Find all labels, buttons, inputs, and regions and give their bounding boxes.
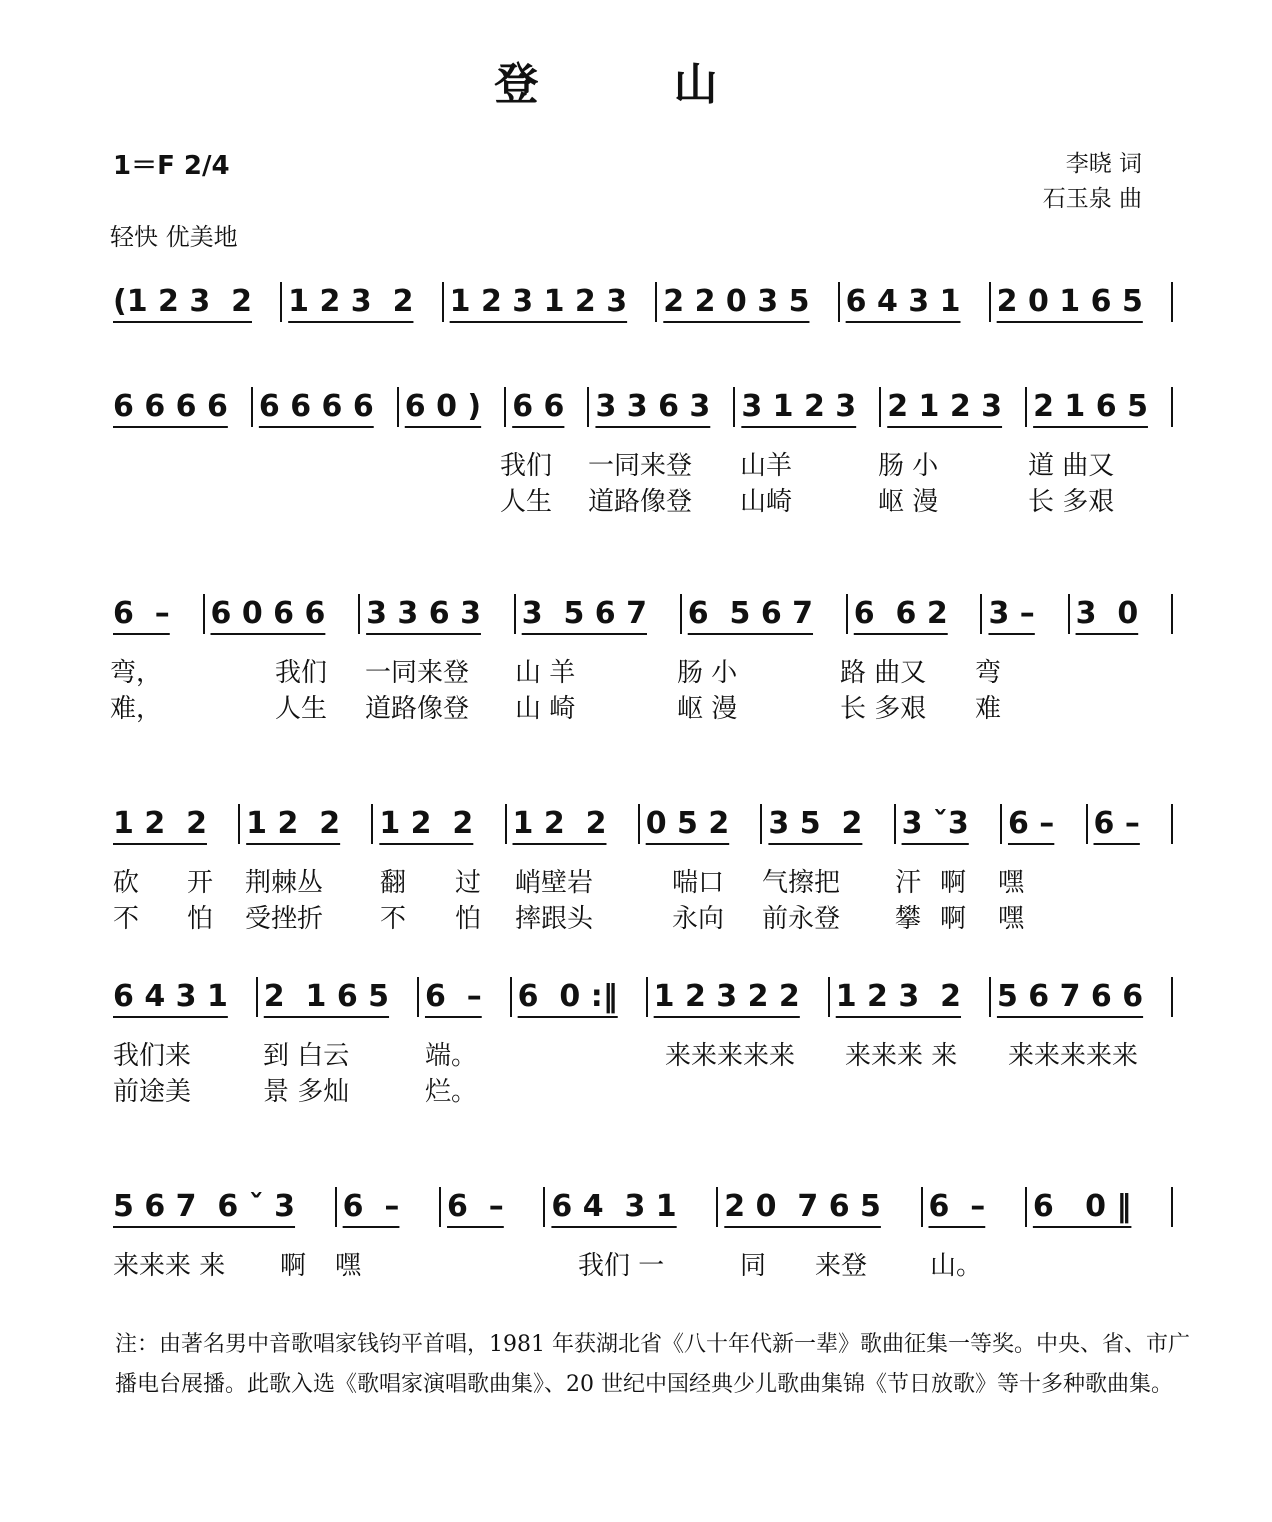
measure: 1 2 3 1 2 3 — [444, 282, 658, 322]
measure: 6 – — [113, 594, 205, 634]
lyric-verse-2: 岖 漫 — [677, 694, 738, 724]
score-line — [113, 1185, 1173, 1229]
lyric-verse-1: 我们来 — [113, 1041, 192, 1071]
lyric-verse-2: 人生 — [500, 487, 553, 517]
measure: 1 2 3 2 2 — [648, 977, 830, 1017]
lyric-verse-1: 一同来登 — [365, 658, 470, 688]
measure: 0 5 2 — [640, 804, 763, 844]
lyric-verse-2: 山 崎 — [515, 694, 576, 724]
lyric-verse-2: 前途美 — [113, 1077, 192, 1107]
lyric-verse-1: 气擦把 — [762, 868, 841, 898]
measure: 1 2 2 — [113, 804, 240, 844]
score-line — [113, 280, 1173, 324]
measure: 6 4 3 1 — [113, 977, 258, 1017]
score-line — [113, 592, 1173, 636]
lyric-verse-2: 人生 — [275, 694, 328, 724]
measure: 1 2 2 — [373, 804, 506, 844]
lyric-verse-2: 摔跟头 — [515, 904, 594, 934]
measure: 3 – — [982, 594, 1069, 634]
lyric-verse-1: 肠 小 — [878, 451, 939, 481]
measure: 6 – — [419, 977, 512, 1017]
measure: 2 2 0 3 5 — [657, 282, 839, 322]
measure: (1 2 3 2 — [113, 282, 282, 322]
lyric-verse-1: 我们 一 — [578, 1251, 665, 1281]
measure: 6 6 2 — [848, 594, 983, 634]
lyric-verse-2: 啊 — [940, 904, 967, 934]
lyric-verse-1: 啊 — [280, 1251, 307, 1281]
lyric-verse-1: 峭壁岩 — [515, 868, 594, 898]
lyric-verse-1: 嘿 — [998, 868, 1025, 898]
lyric-verse-1: 弯 — [975, 658, 1002, 688]
measure: 3 ˇ3 — [896, 804, 1002, 844]
measure: 6 0 6 6 — [205, 594, 361, 634]
lyric-verse-1: 我们 — [500, 451, 553, 481]
measure: 6 4 3 1 — [840, 282, 991, 322]
lyric-verse-1: 翻 — [380, 868, 407, 898]
lyric-verse-1: 汗 — [895, 868, 922, 898]
lyric-verse-2: 岖 漫 — [878, 487, 939, 517]
lyric-verse-1: 山 羊 — [515, 658, 576, 688]
lyric-verse-1: 山羊 — [740, 451, 793, 481]
lyric-verse-1: 开 — [187, 868, 214, 898]
lyric-verse-1: 过 — [455, 868, 482, 898]
measure: 6 4 3 1 — [545, 1187, 718, 1227]
lyric-verse-1: 道 曲又 — [1028, 451, 1115, 481]
score-line — [113, 385, 1173, 429]
measure: 6 – — [1002, 804, 1088, 844]
measure: 2 1 2 3 — [881, 387, 1027, 427]
measure: 6 0 ‖ — [1027, 1187, 1173, 1227]
measure: 6 – — [337, 1187, 441, 1227]
measure: 6 – — [441, 1187, 545, 1227]
lyric-verse-2: 道路像登 — [588, 487, 693, 517]
lyric-verse-2: 嘿 — [998, 904, 1025, 934]
lyric-verse-2: 攀 — [895, 904, 922, 934]
song-title: 登 山 — [494, 59, 778, 110]
lyric-verse-2: 道路像登 — [365, 694, 470, 724]
lyric-verse-1: 来来来来来 — [1008, 1041, 1139, 1071]
measure: 5 6 7 6 ˇ 3 — [113, 1187, 337, 1227]
lyric-verse-2: 长 多艰 — [840, 694, 927, 724]
measure: 1 2 2 — [240, 804, 373, 844]
tempo-marking: 轻快 优美地 — [110, 223, 238, 251]
lyricist-credit: 李晓 词 — [1065, 151, 1142, 177]
measure: 6 6 6 6 — [113, 387, 253, 427]
lyric-verse-1: 来来来来来 — [665, 1041, 796, 1071]
measure: 1 2 2 — [507, 804, 640, 844]
lyric-verse-1: 山。 — [930, 1251, 983, 1281]
lyric-verse-1: 弯， — [110, 658, 163, 688]
lyric-verse-1: 砍 — [113, 868, 140, 898]
lyric-verse-2: 永向 — [672, 904, 725, 934]
lyric-verse-2: 山崎 — [740, 487, 793, 517]
lyric-verse-1: 喘口 — [672, 868, 725, 898]
lyric-verse-1: 荆棘丛 — [245, 868, 324, 898]
key-signature: 1＝F 2/4 — [113, 151, 230, 181]
lyric-verse-2: 怕 — [187, 904, 214, 934]
measure: 2 0 1 6 5 — [991, 282, 1173, 322]
lyric-verse-1: 来来来 来 — [113, 1251, 226, 1281]
lyric-verse-2: 烂。 — [425, 1077, 478, 1107]
measure: 1 2 3 2 — [282, 282, 443, 322]
measure: 3 5 6 7 — [516, 594, 682, 634]
lyric-verse-2: 长 多艰 — [1028, 487, 1115, 517]
measure: 3 3 6 3 — [360, 594, 516, 634]
lyric-verse-2: 难 — [975, 694, 1002, 724]
measure: 6 – — [1088, 804, 1174, 844]
measure: 3 1 2 3 — [735, 387, 881, 427]
measure: 6 0 :‖ — [512, 977, 648, 1017]
measure: 6 0 ) — [399, 387, 506, 427]
measure: 6 6 6 6 — [253, 387, 399, 427]
lyric-verse-1: 我们 — [275, 658, 328, 688]
lyric-verse-1: 来来来 来 — [845, 1041, 958, 1071]
lyric-verse-1: 啊 — [940, 868, 967, 898]
lyric-verse-1: 路 曲又 — [840, 658, 927, 688]
lyric-verse-1: 一同来登 — [588, 451, 693, 481]
measure: 3 0 — [1070, 594, 1173, 634]
measure: 6 – — [923, 1187, 1027, 1227]
lyric-verse-1: 到 白云 — [263, 1041, 350, 1071]
footnote: 注：由著名男中音歌唱家钱钧平首唱，1981 年获湖北省《八十年代新一辈》歌曲征集一等奖。中央、省、市广播电台展播。此歌入选《歌唱家演唱歌曲集》、20 世纪中国经典少儿歌曲集锦《节日放歌》等十多种歌曲集。 — [115, 1332, 1190, 1397]
lyric-verse-2: 景 多灿 — [263, 1077, 350, 1107]
lyric-verse-2: 不 — [113, 904, 140, 934]
measure: 1 2 3 2 — [830, 977, 991, 1017]
score-line — [113, 975, 1173, 1019]
composer-credit: 石玉泉 曲 — [1042, 186, 1142, 212]
lyric-verse-1: 来登 — [815, 1251, 868, 1281]
lyric-verse-2: 受挫折 — [245, 904, 324, 934]
lyric-verse-2: 难， — [110, 694, 163, 724]
measure: 3 3 6 3 — [589, 387, 735, 427]
lyric-verse-1: 嘿 — [335, 1251, 362, 1281]
lyric-verse-2: 怕 — [455, 904, 482, 934]
score-line — [113, 802, 1173, 846]
measure: 3 5 2 — [762, 804, 895, 844]
measure: 2 0 7 6 5 — [718, 1187, 922, 1227]
lyric-verse-2: 前永登 — [762, 904, 841, 934]
measure: 2 1 6 5 — [258, 977, 419, 1017]
measure: 5 6 7 6 6 — [991, 977, 1173, 1017]
lyric-verse-2: 不 — [380, 904, 407, 934]
measure: 6 6 — [506, 387, 589, 427]
lyric-verse-1: 端。 — [425, 1041, 478, 1071]
lyric-verse-1: 肠 小 — [677, 658, 738, 688]
lyric-verse-1: 同 — [740, 1251, 767, 1281]
measure: 2 1 6 5 — [1027, 387, 1173, 427]
measure: 6 5 6 7 — [682, 594, 848, 634]
